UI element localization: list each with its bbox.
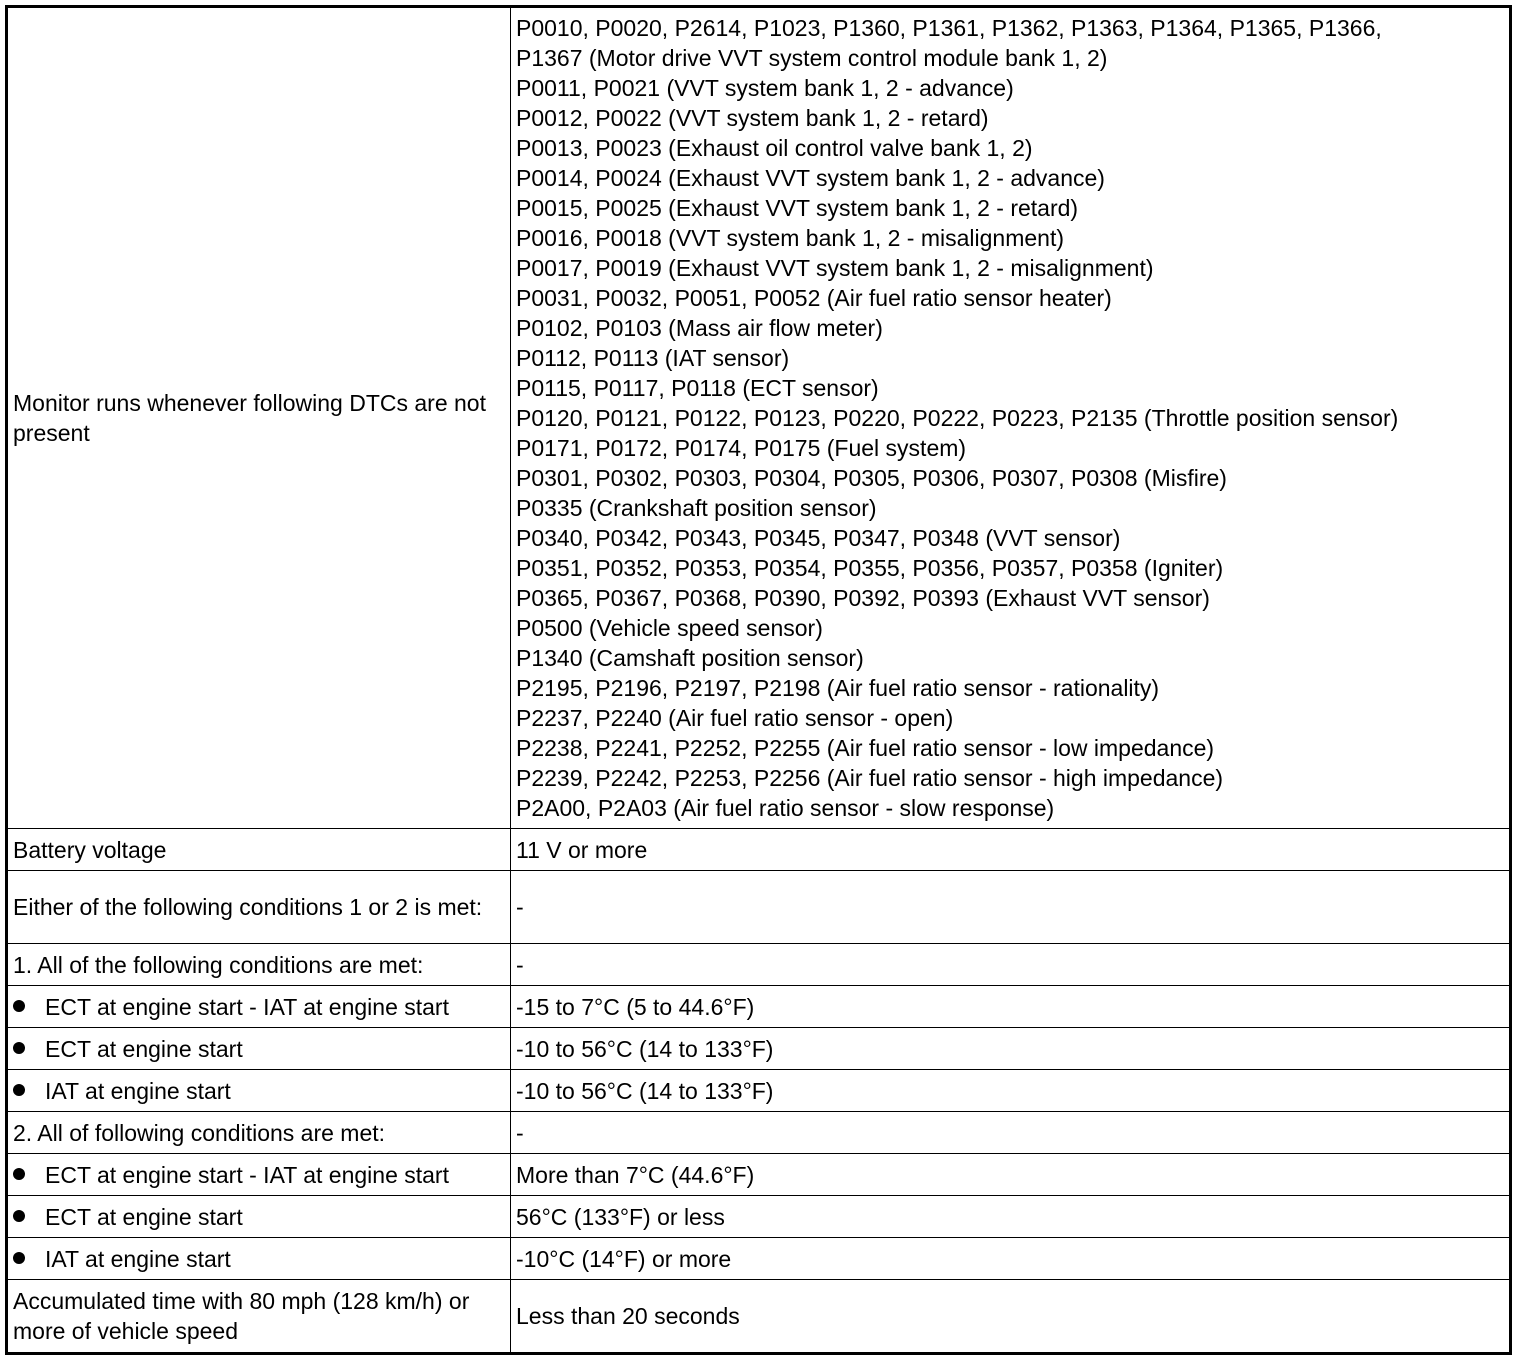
row-value: -10 to 56°C (14 to 133°F) [511, 1070, 1511, 1112]
row-value: 56°C (133°F) or less [511, 1196, 1511, 1238]
dtc-line: P0351, P0352, P0353, P0354, P0355, P0356, P0357, P0358 (Igniter) [516, 555, 1224, 581]
dtc-line: P0365, P0367, P0368, P0390, P0392, P0393 (Exhaust VVT sensor) [516, 585, 1210, 611]
table-row [7, 1280, 1511, 1354]
row-value: -10°C (14°F) or more [511, 1238, 1511, 1280]
dtc-line: P0011, P0021 (VVT system bank 1, 2 - advance) [516, 75, 1014, 101]
row-label: 1. All of the following conditions are met: [7, 944, 511, 986]
bullet-icon [13, 1252, 25, 1264]
row-label-text: IAT at engine start [45, 1245, 231, 1272]
dtc-line: P0340, P0342, P0343, P0345, P0347, P0348 (VVT sensor) [516, 525, 1121, 551]
row-label [7, 1238, 511, 1280]
row-label: Either of the following conditions 1 or 2 is met: [7, 871, 511, 944]
dtc-line: P2195, P2196, P2197, P2198 (Air fuel ratio sensor - rationality) [516, 675, 1160, 701]
dtc-line: P0015, P0025 (Exhaust VVT system bank 1, 2 - retard) [516, 195, 1079, 221]
dtc-line: P1340 (Camshaft position sensor) [516, 645, 864, 671]
dtc-line: P0115, P0117, P0118 (ECT sensor) [516, 375, 879, 401]
row-label: 2. All of following conditions are met: [7, 1112, 511, 1154]
table-row [7, 1028, 1511, 1070]
row-value: 11 V or more [511, 829, 1511, 871]
table-row [7, 7, 1511, 829]
dtc-line: P1367 (Motor drive VVT system control module bank 1, 2) [516, 45, 1108, 71]
row-value: - [511, 944, 1511, 986]
dtc-line: P0112, P0113 (IAT sensor) [516, 345, 790, 371]
dtc-list [511, 7, 1511, 829]
row-label [7, 1028, 511, 1070]
dtc-line: P0012, P0022 (VVT system bank 1, 2 - retard) [516, 105, 989, 131]
dtc-line: P0017, P0019 (Exhaust VVT system bank 1, 2 - misalignment) [516, 255, 1154, 281]
dtc-line: P2239, P2242, P2253, P2256 (Air fuel ratio sensor - high impedance) [516, 765, 1224, 791]
row-label-text: ECT at engine start - IAT at engine start [45, 1161, 449, 1188]
row-value: - [511, 1112, 1511, 1154]
row-value: -15 to 7°C (5 to 44.6°F) [511, 986, 1511, 1028]
row-value: -10 to 56°C (14 to 133°F) [511, 1028, 1511, 1070]
table-row [7, 1238, 1511, 1280]
dtc-line: P0010, P0020, P2614, P1023, P1360, P1361, P1362, P1363, P1364, P1365, P1366, [516, 15, 1382, 41]
row-label [7, 1154, 511, 1196]
dtc-line: P0335 (Crankshaft position sensor) [516, 495, 877, 521]
table-row [7, 871, 1511, 944]
monitor-conditions-table [5, 5, 1512, 1355]
bullet-icon [13, 1000, 25, 1012]
row-label-text: ECT at engine start - IAT at engine start [45, 993, 449, 1020]
dtc-line: P0120, P0121, P0122, P0123, P0220, P0222, P0223, P2135 (Throttle position sensor) [516, 405, 1399, 431]
row-label [7, 1196, 511, 1238]
row-value: Less than 20 seconds [511, 1280, 1511, 1354]
dtc-line: P0014, P0024 (Exhaust VVT system bank 1, 2 - advance) [516, 165, 1105, 191]
table-row [7, 986, 1511, 1028]
row-value: - [511, 871, 1511, 944]
table-row [7, 1154, 1511, 1196]
dtc-line: P0301, P0302, P0303, P0304, P0305, P0306, P0307, P0308 (Misfire) [516, 465, 1227, 491]
row-label [7, 1070, 511, 1112]
row-label: Battery voltage [7, 829, 511, 871]
dtc-line: P2A00, P2A03 (Air fuel ratio sensor - slow response) [516, 795, 1055, 821]
table-row [7, 1196, 1511, 1238]
table-row [7, 1070, 1511, 1112]
bullet-icon [13, 1168, 25, 1180]
row-label: Monitor runs whenever following DTCs are not present [7, 7, 511, 829]
bullet-icon [13, 1084, 25, 1096]
bullet-icon [13, 1210, 25, 1222]
row-label-text: IAT at engine start [45, 1077, 231, 1104]
table-row [7, 944, 1511, 986]
dtc-line: P0031, P0032, P0051, P0052 (Air fuel ratio sensor heater) [516, 285, 1112, 311]
dtc-line: P0013, P0023 (Exhaust oil control valve bank 1, 2) [516, 135, 1033, 161]
dtc-line: P0016, P0018 (VVT system bank 1, 2 - misalignment) [516, 225, 1065, 251]
dtc-line: P0500 (Vehicle speed sensor) [516, 615, 823, 641]
row-value: More than 7°C (44.6°F) [511, 1154, 1511, 1196]
dtc-line: P0171, P0172, P0174, P0175 (Fuel system) [516, 435, 967, 461]
dtc-line: P2237, P2240 (Air fuel ratio sensor - open) [516, 705, 954, 731]
row-label [7, 986, 511, 1028]
dtc-line: P0102, P0103 (Mass air flow meter) [516, 315, 883, 341]
bullet-icon [13, 1042, 25, 1054]
table-row [7, 829, 1511, 871]
dtc-line: P2238, P2241, P2252, P2255 (Air fuel ratio sensor - low impedance) [516, 735, 1215, 761]
row-label-text: ECT at engine start [45, 1035, 243, 1062]
table-row [7, 1112, 1511, 1154]
row-label: Accumulated time with 80 mph (128 km/h) or more of vehicle speed [7, 1280, 511, 1354]
row-label-text: ECT at engine start [45, 1203, 243, 1230]
